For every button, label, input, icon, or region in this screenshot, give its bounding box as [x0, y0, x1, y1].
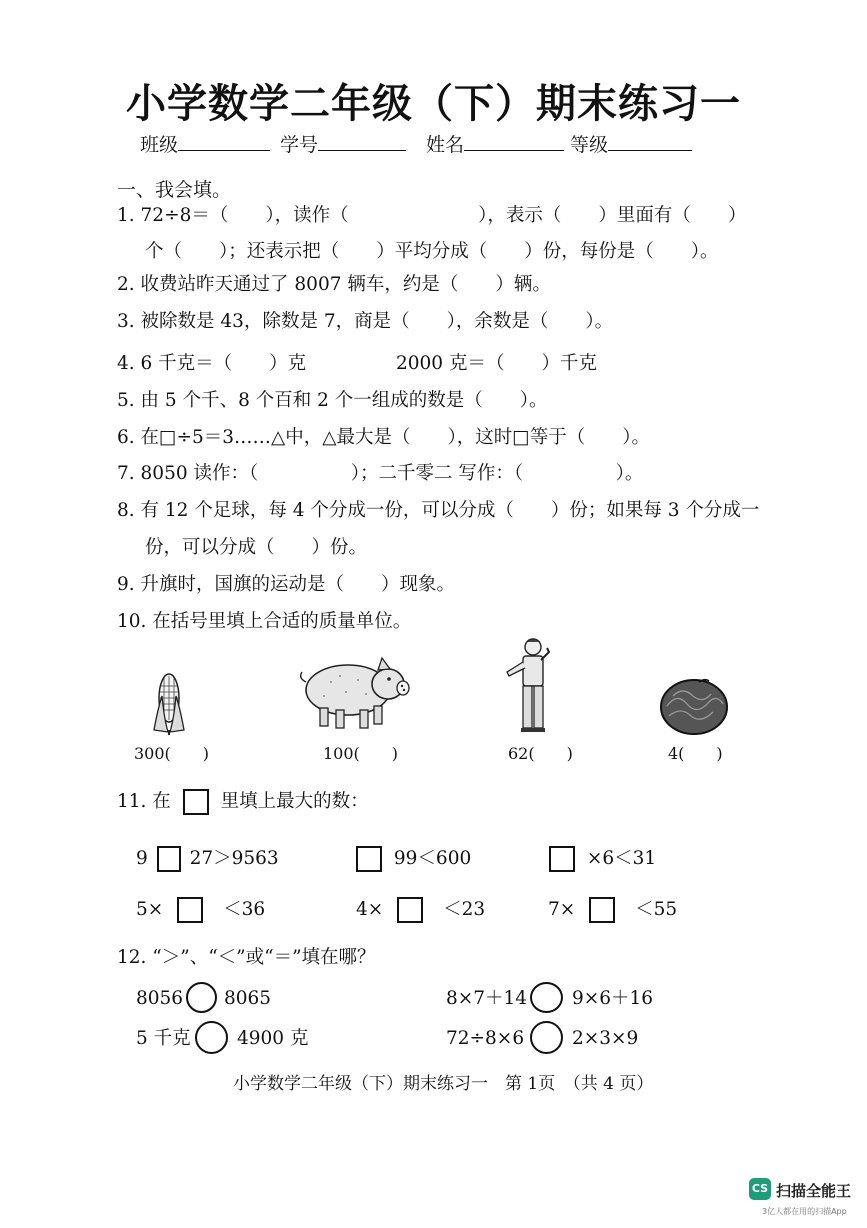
question-11-suffix: 里填上最大的数：: [220, 791, 369, 812]
name-blank: [464, 134, 564, 151]
q12-item-1-right: 8065: [224, 988, 272, 1009]
q11-item-3: [549, 846, 656, 872]
q11-item-1: [136, 846, 279, 872]
compare-circle[interactable]: [530, 1021, 563, 1054]
question-1-line-1: 1. 72÷8＝（ ），读作（ ），表示（ ）里面有（ ）: [117, 205, 747, 226]
answer-box[interactable]: [157, 846, 181, 872]
grade-field: [570, 130, 692, 157]
question-6: 6. 在□÷5＝3……△中，△最大是（ ），这时□等于（ ）。: [117, 427, 650, 448]
corn-label: 300( ): [134, 744, 210, 763]
q12-item-3-left: 5 千克: [136, 1028, 191, 1049]
question-11: [117, 789, 369, 815]
compare-circle[interactable]: [530, 982, 563, 1013]
class-blank: [178, 134, 270, 151]
compare-circle[interactable]: [195, 1021, 228, 1054]
q11-item-2: [356, 846, 471, 872]
question-2: 2. 收费站昨天通过了 8007 辆车，约是（ ）辆。: [117, 274, 551, 295]
answer-box-sample: [183, 789, 209, 815]
watermelon-label: 4( ): [668, 744, 723, 763]
q11-item-5: [356, 897, 485, 923]
q12-item-2-left: 8×7＋14: [446, 988, 528, 1009]
question-3: 3. 被除数是 43，除数是 7，商是（ ），余数是（ ）。: [117, 311, 614, 332]
q12-item-1-left: 8056: [136, 988, 184, 1009]
page-title: 小学数学二年级（下）期末练习一: [126, 80, 741, 127]
watermelon-icon: [659, 676, 731, 736]
question-11-prefix: 11. 在: [117, 791, 171, 812]
class-field: [140, 130, 270, 157]
id-field: [280, 130, 406, 157]
man-icon: [503, 636, 553, 734]
answer-box[interactable]: [356, 846, 382, 872]
question-7: 7. 8050 读作：（ ）；二千零二 写作：（ ）。: [117, 463, 644, 484]
question-12: 12. “＞”、“＜”或“＝”填在哪？: [117, 947, 376, 968]
question-9: 9. 升旗时，国旗的运动是（ ）现象。: [117, 574, 456, 595]
q12-item-4-right: 2×3×9: [572, 1028, 639, 1049]
class-label: 班级: [140, 134, 179, 156]
section-heading: 一、我会填。: [117, 179, 232, 201]
question-4-part-1: 4. 6 千克＝（ ）克: [117, 353, 307, 374]
man-label: 62( ): [508, 744, 573, 763]
question-5: 5. 由 5 个千、8 个百和 2 个一组成的数是（ ）。: [117, 390, 548, 411]
answer-box[interactable]: [589, 897, 615, 923]
pig-label: 100( ): [323, 744, 399, 763]
q11-item-4-after: ＜36: [223, 899, 266, 920]
q11-item-1-before: 9: [136, 848, 148, 869]
watermark-name: 扫描全能王: [776, 1182, 852, 1200]
q11-item-4-before: 5×: [136, 899, 164, 920]
question-10: 10. 在括号里填上合适的质量单位。: [117, 611, 412, 632]
q11-item-5-after: ＜23: [443, 899, 486, 920]
q11-item-2-after: 99＜600: [393, 848, 472, 869]
q12-item-4-left: 72÷8×6: [446, 1028, 525, 1049]
watermark-tagline: 3亿人都在用的扫描App: [762, 1207, 847, 1216]
pig-icon: [296, 652, 414, 732]
grade-blank: [608, 134, 692, 151]
question-1-line-2: 个（ ）；还表示把（ ）平均分成（ ）份，每份是（ ）。: [145, 241, 719, 262]
question-8-line-1: 8. 有 12 个足球，每 4 个分成一份，可以分成（ ）份；如果每 3 个分成一: [117, 500, 760, 521]
question-4-part-2: 2000 克＝（ ）千克: [396, 353, 597, 374]
q11-item-6-after: ＜55: [635, 899, 678, 920]
q11-item-1-after: 27＞9563: [189, 848, 279, 869]
q11-item-4: [136, 897, 265, 923]
id-blank: [318, 134, 406, 151]
page-footer: 小学数学二年级（下）期末练习一 第 1页 （共 4 页）: [233, 1074, 654, 1094]
q11-item-6-before: 7×: [548, 899, 576, 920]
answer-box[interactable]: [549, 846, 575, 872]
q11-item-6: [548, 897, 677, 923]
grade-label: 等级: [570, 134, 609, 156]
q11-item-5-before: 4×: [356, 899, 384, 920]
app-logo-icon: CS: [749, 1178, 771, 1200]
name-field: [426, 130, 564, 157]
corn-icon: [148, 668, 190, 736]
id-label: 学号: [280, 134, 319, 156]
answer-box[interactable]: [177, 897, 203, 923]
compare-circle[interactable]: [186, 982, 217, 1013]
q12-item-2-right: 9×6＋16: [572, 988, 654, 1009]
q11-item-3-after: ×6＜31: [586, 848, 657, 869]
q12-item-3-right: 4900 克: [237, 1028, 309, 1049]
question-8-line-2: 份，可以分成（ ）份。: [145, 537, 368, 558]
answer-box[interactable]: [397, 897, 423, 923]
name-label: 姓名: [426, 134, 465, 156]
